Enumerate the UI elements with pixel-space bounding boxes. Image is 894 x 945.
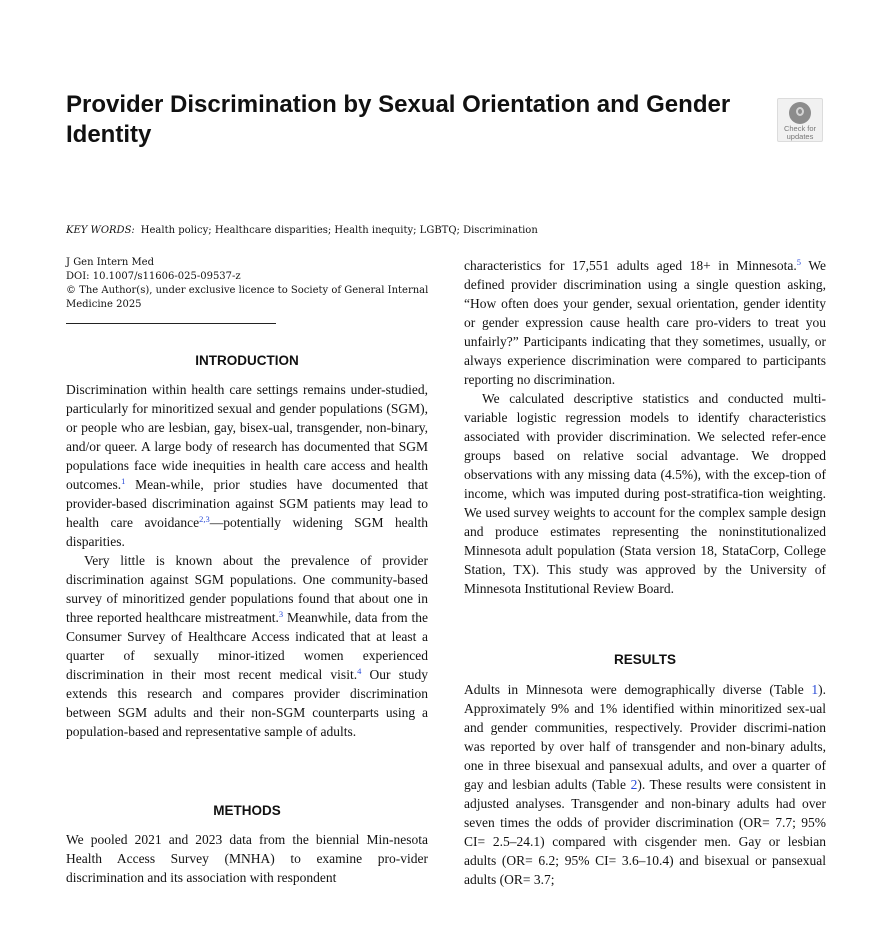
intro-paragraph-1: Discrimination within health care settings remains under-studied, particularly for minoritized sexual and gender populations (SGM), or people who are lesbian, gay, bisex-ual, transgender, non-binary, and/or queer. A large body of research has documented that SGM populations face wide inequities in health care access and health outcomes.$^1$ Mean-while, prior studies have documented that provider-based discrimination against SGM patients may lead to health care avoidance$^{2,3}$—potentially widening SGM health disparities. <box>66 382 428 549</box>
check-for-updates-badge[interactable] <box>777 98 823 142</box>
methods-section-col2 <box>464 256 826 598</box>
citation-ref[interactable]: 4 <box>357 666 362 676</box>
journal-name: J Gen Intern Med <box>66 257 154 268</box>
doi: DOI: 10.1007/s11606-025-09537-z <box>66 271 241 282</box>
keywords <box>66 224 826 238</box>
table-link[interactable]: 2 <box>630 777 638 792</box>
article-meta <box>66 256 436 312</box>
results-heading: RESULTS <box>613 652 676 667</box>
results-section <box>464 680 826 889</box>
badge-text: Check for updates <box>783 124 817 141</box>
keywords-list: Health policy; Healthcare disparities; Health inequity; LGBTQ; Discrimination <box>140 225 538 236</box>
introduction-heading: INTRODUCTION <box>195 353 299 368</box>
results-paragraph-1: Adults in Minnesota were demographically diverse (Table 1). Approximately 9% and 1% identified within minoritized sex-ual and gender communities, respectively. Provider discrimi-nation was reported by over half of transgender and non-binary adults, one in three bisexual and pansexual adults, and over a quarter of gay and lesbian adults (Table 2). These results were consistent in adjusted analyses. Transgender and non-binary adults had over seven times the odds of provider discrimination (OR= 7.7; 95% CI= 2.5–24.1) compared with cisgender men. Gay or lesbian adults (OR= 6.2; 95% CI= 3.6–10.4) and bisexual or pansexual adults (OR= 3.7; <box>464 682 826 887</box>
check-for-updates-icon <box>789 102 811 124</box>
citation-ref[interactable]: 3 <box>278 609 284 619</box>
methods-section-col1 <box>66 830 428 887</box>
citation-ref[interactable]: 1 <box>121 476 126 486</box>
citation-ref[interactable]: 2,3 <box>199 514 210 524</box>
table-link[interactable]: 1 <box>811 682 819 697</box>
methods-paragraph-2: We calculated descriptive statistics and conducted multi-variable logistic regression models to identify characteristics associated with provider discrimination. We selected refer-ence groups based on relative social advantage. We dropped observations with any missing data (4.5%), with the excep-tion of income, which was imputed during post-stratifica-tion weighting. We used survey weights to account for the complex sample design and produce estimates representing the noninstitutionalized Minnesota adult population (Stata version 18, StataCorp, College Station, TX). This study was approved by the University of Minnesota Institutional Review Board. <box>464 391 826 596</box>
intro-paragraph-2: Very little is known about the prevalence of provider discrimination against SGM populations. One community-based survey of minoritized gender populations found that about one in three reported healthcare mistreatment.$^3$ Meanwhile, data from the Consumer Survey of Healthcare Access indicated that at least a quarter of sexually minor-itized women experienced discrimination in their most recent medical visit.$^4$ Our study extends this research and compares provider discrimination between SGM adults and their non-SGM counterparts using a population-based and representative sample of adults. <box>66 553 428 739</box>
citation-ref[interactable]: 5 <box>796 257 801 267</box>
keywords-label: KEY WORDS: <box>66 225 135 236</box>
introduction-section <box>66 380 428 741</box>
methods-heading: METHODS <box>213 803 281 818</box>
methods-paragraph-1: We pooled 2021 and 2023 data from the biennial Min-nesota Health Access Survey (MNHA) to examine pro-vider discrimination and its association with respondent <box>66 832 428 885</box>
meta-divider <box>66 323 276 324</box>
copyright: © The Author(s), under exclusive licence to Society of General Internal Medicine 2025 <box>66 285 429 310</box>
methods-paragraph-1-continued: characteristics for 17,551 adults aged 18+ in Minnesota.$^5$ We defined provider discrimination using a single question asking, “How often does your gender, sexual orientation, gender identity or gender expression cause health care pro-viders to treat you unfairly?” Participants indicating that they sometimes, usually, or always experience discrimination were compared to participants reporting no discrimination. <box>464 257 826 387</box>
article-title: Provider Discrimination by Sexual Orientation and Gender Identity <box>66 91 731 148</box>
